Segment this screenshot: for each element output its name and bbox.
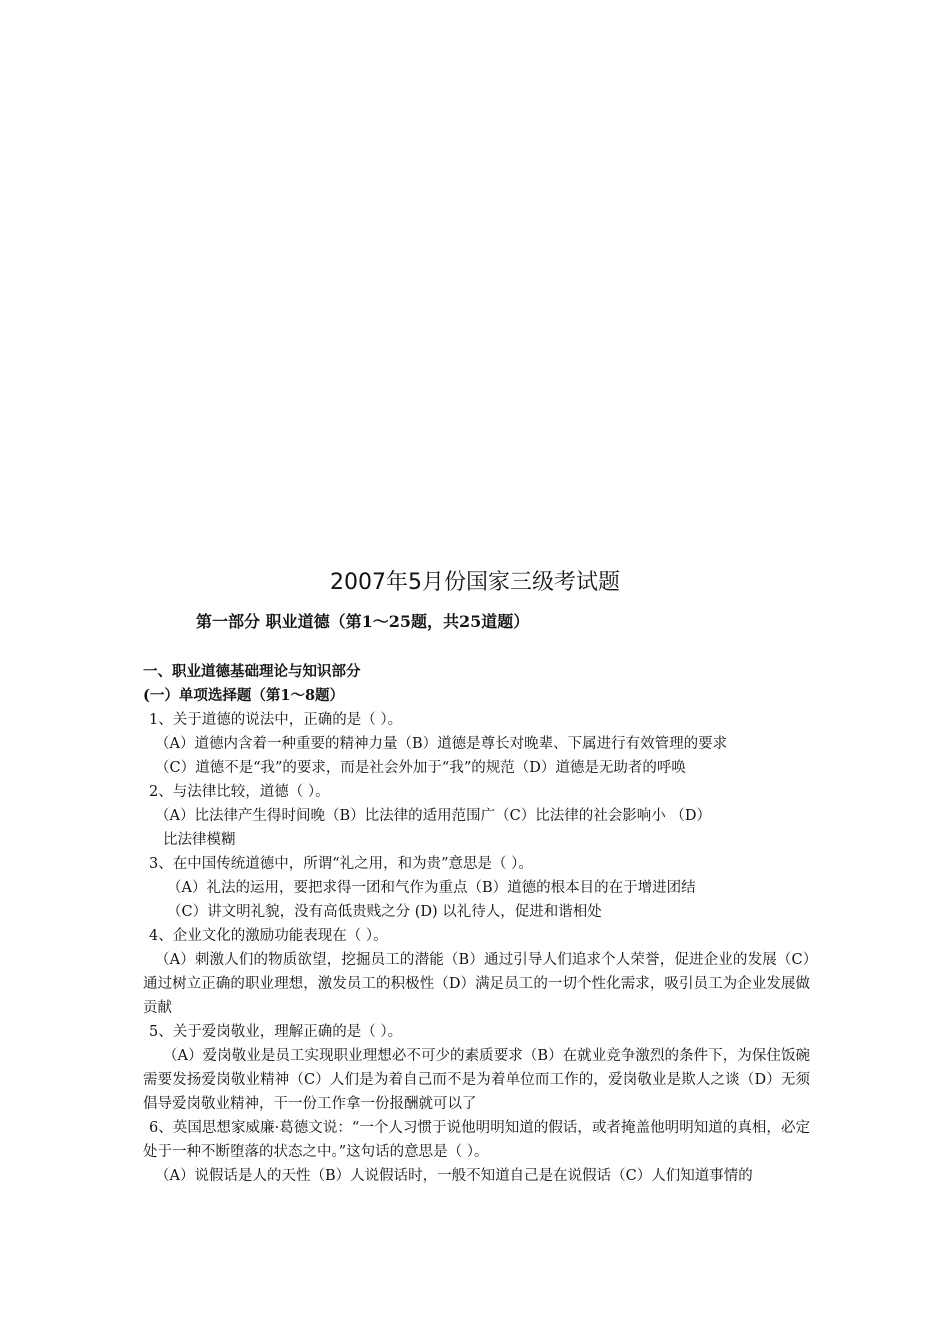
question-3-stem: 3、在中国传统道德中，所谓“礼之用，和为贵”意思是（ ）。 [149, 856, 533, 872]
question-1-stem: 1、关于道德的说法中，正确的是（ ）。 [149, 712, 403, 728]
question-2-stem: 2、与法律比较，道德（ ）。 [149, 784, 330, 800]
document-title: 2007年5月份国家三级考试题 [330, 570, 620, 595]
question-5-stem: 5、关于爱岗敬业，理解正确的是（ ）。 [149, 1024, 403, 1040]
question-2-options-line-2: 比法律模糊 [163, 832, 236, 848]
question-3-options-line-1: （A）礼法的运用，要把求得一团和气作为重点（B）道德的根本目的在于增进团结 [167, 880, 696, 896]
question-6-stem: 6、英国思想家威廉·葛德文说：“一个人习惯于说他明明知道的假话，或者掩盖他明明知道的真相，必定处于一种不断堕落的状态之中。”这句话的意思是（ ）。 [143, 1120, 810, 1160]
part-heading: 第一部分 职业道德（第1～25题，共25道题） [196, 612, 530, 631]
subsection-heading: (一）单项选择题（第1～8题） [143, 687, 345, 704]
question-4-options: （A）刺激人们的物质欲望，挖掘员工的潜能（B）通过引导人们追求个人荣誉，促进企业的发展（C）通过树立正确的职业理想，激发员工的积极性（D）满足员工的一切个性化需求，吸引员工为企业发展做贡献 [143, 952, 810, 1016]
question-1-options-line-2: （C）道德不是“我”的要求，而是社会外加于“我”的规范（D）道德是无助者的呼唤 [155, 760, 686, 776]
section-heading: 一、职业道德基础理论与知识部分 [143, 663, 361, 680]
question-4-stem: 4、企业文化的激励功能表现在（ ）。 [149, 928, 388, 944]
question-5-options: （A）爱岗敬业是员工实现职业理想必不可少的素质要求（B）在就业竞争激烈的条件下，为保住饭碗需要发扬爱岗敬业精神（C）人们是为着自己而不是为着单位而工作的，爱岗敬业是欺人之谈（D）无须倡导爱岗敬业精神，干一份工作拿一份报酬就可以了 [143, 1048, 810, 1112]
question-6-options-line-1: （A）说假话是人的天性（B）人说假话时，一般不知道自己是在说假话（C）人们知道事情的 [155, 1168, 753, 1184]
document-body [143, 660, 810, 1188]
question-2-options-line-1: （A）比法律产生得时间晚（B）比法律的适用范围广（C）比法律的社会影响小 （D） [155, 808, 711, 824]
question-1-options-line-1: （A）道德内含着一种重要的精神力量（B）道德是尊长对晚辈、下属进行有效管理的要求 [155, 736, 728, 752]
question-3-options-line-2: （C）讲文明礼貌，没有高低贵贱之分 (D) 以礼待人，促进和谐相处 [167, 904, 602, 920]
